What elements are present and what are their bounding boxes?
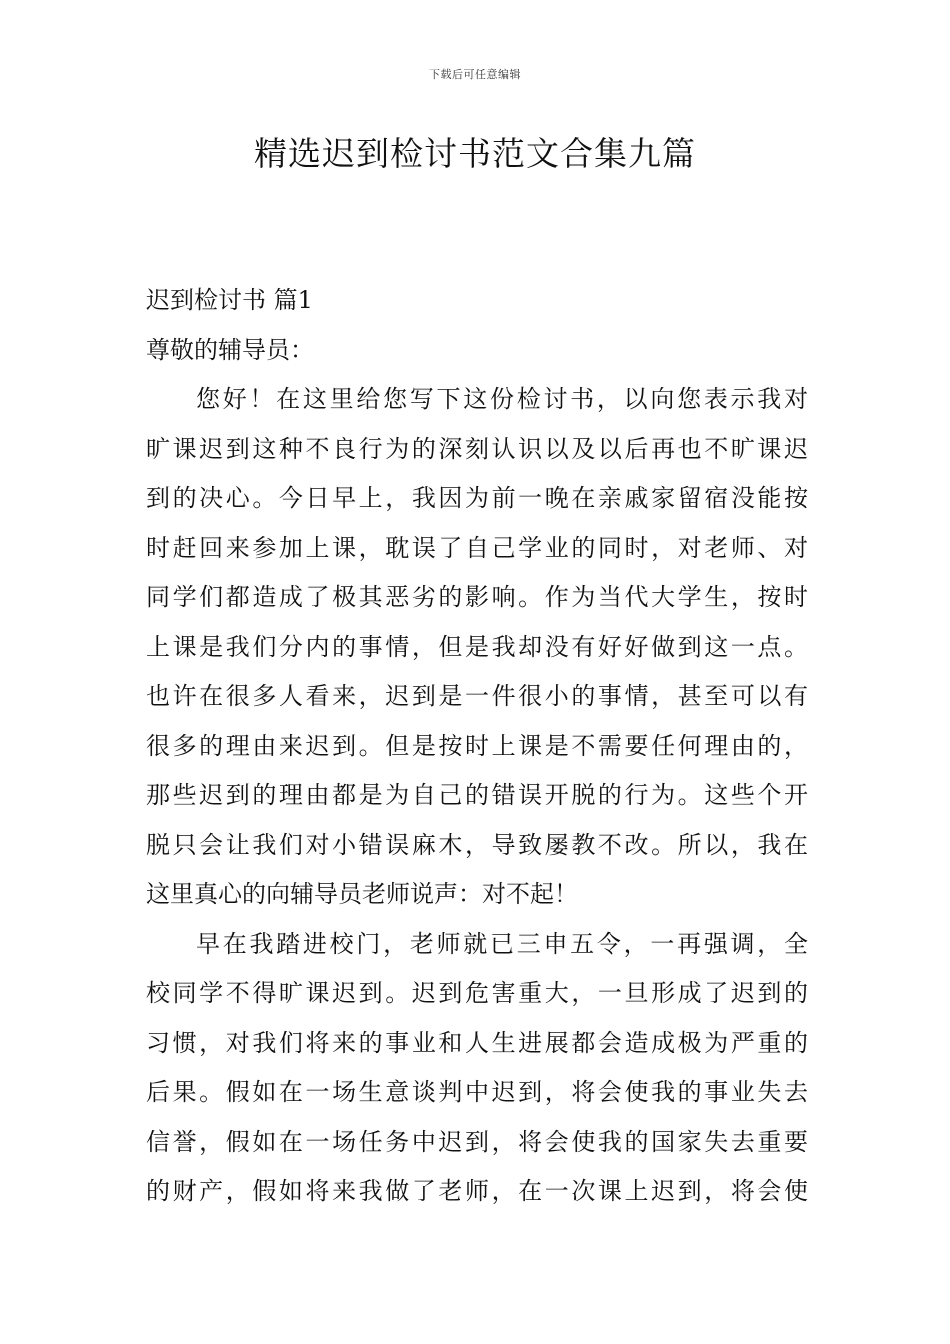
paragraph-line: 到的决心。今日早上，我因为前一晚在亲戚家留宿没能按 <box>146 484 808 512</box>
paragraph-line: 早在我踏进校门，老师就已三申五令，一再强调，全 <box>196 929 808 958</box>
paragraph-2 <box>146 920 808 1217</box>
paragraph-line: 这里真心的向辅导员老师说声：对不起！ <box>146 880 578 908</box>
header-note: 下载后可任意编辑 <box>429 68 521 81</box>
paragraph-line: 时赶回来参加上课，耽误了自己学业的同时，对老师、对 <box>146 533 808 562</box>
document-body <box>146 276 808 1217</box>
paragraph-line: 您好！在这里给您写下这份检讨书，以向您表示我对 <box>196 385 808 413</box>
document-title: 精选迟到检讨书范文合集九篇 <box>254 134 696 173</box>
paragraph-line: 的财产，假如将来我做了老师，在一次课上迟到，将会使 <box>146 1177 808 1205</box>
paragraph-line: 脱只会让我们对小错误麻木，导致屡教不改。所以，我在 <box>146 830 808 859</box>
paragraph-line: 旷课迟到这种不良行为的深刻认识以及以后再也不旷课迟 <box>146 434 808 463</box>
paragraph-line: 校同学不得旷课迟到。迟到危害重大，一旦形成了迟到的 <box>146 979 808 1007</box>
paragraph-line: 后果。假如在一场生意谈判中迟到，将会使我的事业失去 <box>146 1078 808 1106</box>
paragraph-1 <box>146 375 808 920</box>
paragraph-line: 也许在很多人看来，迟到是一件很小的事情，甚至可以有 <box>146 682 808 710</box>
paragraph-line: 习惯，对我们将来的事业和人生进展都会造成极为严重的 <box>146 1028 808 1057</box>
paragraph-line: 那些迟到的理由都是为自己的错误开脱的行为。这些个开 <box>146 781 808 809</box>
section-heading: 迟到检讨书 篇1 <box>146 286 313 314</box>
salutation: 尊敬的辅导员： <box>146 335 314 364</box>
paragraph-line: 很多的理由来迟到。但是按时上课是不需要任何理由的， <box>146 731 808 760</box>
paragraph-line: 上课是我们分内的事情，但是我却没有好好做到这一点。 <box>146 632 808 661</box>
paragraph-line: 同学们都造成了极其恶劣的影响。作为当代大学生，按时 <box>146 583 808 611</box>
paragraph-line: 信誉，假如在一场任务中迟到，将会使我的国家失去重要 <box>146 1127 808 1156</box>
